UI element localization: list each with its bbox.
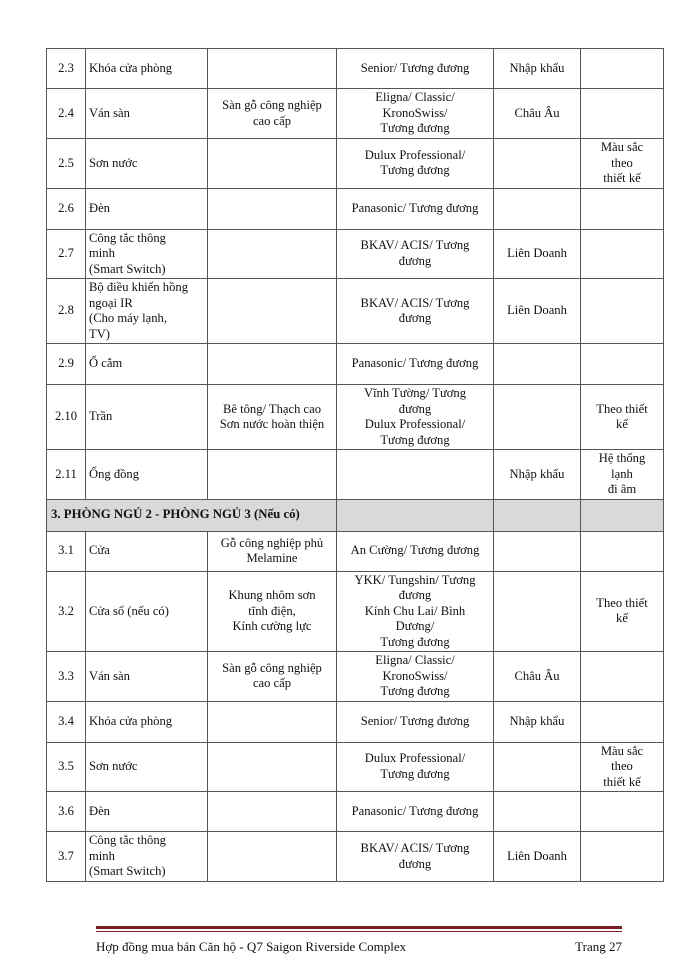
item-material-line: Sàn gỗ công nghiệp — [222, 660, 322, 675]
item-material-line: Bê tông/ Thạch cao — [222, 401, 322, 416]
item-brand-line: KronoSwiss/ — [382, 105, 448, 120]
table-row — [47, 701, 664, 742]
item-name — [86, 279, 208, 344]
footer-divider-thin — [96, 931, 622, 932]
specification-table — [46, 48, 664, 882]
item-number: 2.7 — [47, 229, 86, 279]
item-note-line: Màu sắc — [600, 140, 644, 154]
item-note — [581, 139, 664, 189]
item-brand-line: BKAV/ ACIS/ Tương — [360, 295, 470, 310]
section-empty-cell — [494, 499, 581, 531]
item-origin-line: Nhập khẩu — [509, 713, 565, 728]
item-brand — [337, 188, 494, 229]
item-name-line: (Smart Switch) — [89, 864, 166, 879]
item-name — [86, 792, 208, 832]
item-brand — [337, 531, 494, 571]
item-name-line: minh — [89, 246, 115, 260]
item-brand-line: Panasonic/ Tương đương — [351, 803, 479, 818]
item-material — [208, 742, 337, 792]
item-name-line: Cửa sổ (nếu có) — [89, 603, 169, 618]
item-name — [86, 701, 208, 742]
item-material — [208, 832, 337, 882]
item-origin-line: Nhập khẩu — [509, 466, 565, 481]
table-row — [47, 139, 664, 189]
item-brand — [337, 279, 494, 344]
item-note-line: Theo thiết — [596, 401, 648, 416]
table-row — [47, 385, 664, 450]
item-brand-line: Kính Chu Lai/ Bình — [364, 603, 466, 618]
item-origin-line: Liên Doanh — [507, 246, 567, 260]
item-origin — [494, 652, 581, 702]
item-brand-line: Tương đương — [380, 766, 450, 781]
table-row — [47, 49, 664, 89]
item-name-line: Đèn — [89, 200, 110, 215]
table-row — [47, 832, 664, 882]
item-brand-line: YKK/ Tungshin/ Tương — [354, 572, 476, 587]
item-name — [86, 385, 208, 450]
item-origin — [494, 139, 581, 189]
item-name — [86, 571, 208, 652]
item-number: 3.1 — [47, 531, 86, 571]
item-material — [208, 344, 337, 385]
item-number: 2.4 — [47, 89, 86, 139]
item-note-line: theo — [611, 155, 633, 170]
item-origin — [494, 188, 581, 229]
item-note-line: thiết kế — [603, 171, 641, 185]
item-name-line: Công tắc thông — [89, 230, 166, 245]
section-empty-cell — [581, 499, 664, 531]
item-note — [581, 188, 664, 229]
item-origin-line: Liên Doanh — [507, 848, 567, 863]
item-name — [86, 49, 208, 89]
item-brand — [337, 832, 494, 882]
item-name-line: Khóa cửa phòng — [89, 60, 173, 75]
item-brand-line: Dương/ — [395, 619, 435, 633]
table-row — [47, 531, 664, 571]
item-name-line: minh — [89, 848, 115, 863]
item-brand-line: Eligna/ Classic/ — [375, 653, 455, 667]
item-note — [581, 701, 664, 742]
item-brand — [337, 49, 494, 89]
item-note-line: lạnh — [611, 466, 633, 481]
item-note — [581, 279, 664, 344]
item-name — [86, 229, 208, 279]
item-origin — [494, 701, 581, 742]
section-empty-cell — [337, 499, 494, 531]
item-brand-line: Senior/ Tương đương — [360, 60, 470, 75]
item-brand-line: Tương đương — [380, 163, 450, 178]
item-name-line: Ván sàn — [89, 105, 130, 120]
item-brand-line: Panasonic/ Tương đương — [351, 356, 479, 371]
item-name — [86, 531, 208, 571]
item-brand — [337, 742, 494, 792]
section-header-row — [47, 499, 664, 531]
item-name-line: Sơn nước — [89, 759, 138, 773]
item-brand — [337, 139, 494, 189]
item-note — [581, 49, 664, 89]
item-brand-line: đương — [398, 856, 432, 871]
item-name-line: Sơn nước — [89, 155, 138, 170]
item-material-line: Sàn gỗ công nghiệp — [222, 98, 322, 112]
item-name — [86, 832, 208, 882]
item-origin — [494, 742, 581, 792]
specification-table-body — [47, 49, 664, 882]
item-note — [581, 385, 664, 450]
item-name — [86, 450, 208, 500]
table-row — [47, 652, 664, 702]
item-name-line: Ổ cắm — [89, 356, 123, 371]
item-brand-line: Dulux Professional/ — [364, 147, 466, 162]
item-number: 3.6 — [47, 792, 86, 832]
table-row — [47, 571, 664, 652]
item-origin — [494, 832, 581, 882]
item-note — [581, 792, 664, 832]
item-material — [208, 188, 337, 229]
item-number: 3.5 — [47, 742, 86, 792]
item-note-line: Hệ thống — [598, 451, 646, 465]
item-name — [86, 344, 208, 385]
item-brand-line: Dulux Professional/ — [364, 417, 466, 431]
item-brand — [337, 450, 494, 500]
item-brand — [337, 652, 494, 702]
table-row — [47, 792, 664, 832]
item-number: 2.8 — [47, 279, 86, 344]
item-brand-line: đương — [398, 311, 432, 325]
item-origin — [494, 385, 581, 450]
item-brand-line: Tương đương — [380, 684, 450, 698]
item-brand-line: đương — [398, 588, 432, 602]
item-origin — [494, 229, 581, 279]
item-brand — [337, 89, 494, 139]
item-number: 2.9 — [47, 344, 86, 385]
footer-page-number: Trang 27 — [575, 939, 622, 954]
item-material-line: Gỗ công nghiệp phủ — [220, 535, 324, 550]
item-note — [581, 571, 664, 652]
item-number: 3.7 — [47, 832, 86, 882]
item-number: 2.6 — [47, 188, 86, 229]
item-material-line: cao cấp — [252, 113, 292, 128]
item-name-line: Công tắc thông — [89, 833, 166, 848]
item-brand-line: đương — [398, 253, 432, 268]
item-number: 2.3 — [47, 49, 86, 89]
item-brand-line: Dulux Professional/ — [364, 751, 466, 766]
item-note-line: theo — [611, 759, 633, 773]
item-note — [581, 89, 664, 139]
section-title: 3. PHÒNG NGỦ 2 - PHÒNG NGỦ 3 (Nếu có) — [47, 499, 337, 531]
item-origin — [494, 571, 581, 652]
item-number: 3.2 — [47, 571, 86, 652]
item-name — [86, 188, 208, 229]
item-note-line: Theo thiết — [596, 595, 648, 610]
item-name-line: Ván sàn — [89, 668, 130, 683]
item-number: 3.4 — [47, 701, 86, 742]
item-origin — [494, 279, 581, 344]
item-note-line: kế — [616, 417, 628, 431]
item-brand-line: KronoSwiss/ — [382, 668, 448, 683]
item-origin — [494, 450, 581, 500]
item-brand-line: BKAV/ ACIS/ Tương — [360, 841, 470, 855]
item-origin-line: Nhập khẩu — [509, 60, 565, 75]
table-row — [47, 344, 664, 385]
item-material — [208, 792, 337, 832]
item-name — [86, 742, 208, 792]
item-name-line: Đèn — [89, 803, 110, 818]
item-material — [208, 279, 337, 344]
item-name — [86, 89, 208, 139]
item-material — [208, 701, 337, 742]
item-name — [86, 139, 208, 189]
item-brand — [337, 701, 494, 742]
item-name-line: (Smart Switch) — [89, 261, 166, 276]
table-row — [47, 742, 664, 792]
item-brand — [337, 571, 494, 652]
item-material — [208, 652, 337, 702]
item-material-line: cao cấp — [252, 676, 292, 691]
table-row — [47, 279, 664, 344]
footer-divider-thick — [96, 926, 622, 929]
item-material — [208, 571, 337, 652]
item-note — [581, 832, 664, 882]
item-name-line: Trần — [89, 409, 113, 424]
item-brand-line: An Cường/ Tương đương — [350, 543, 480, 558]
item-material-line: Kính cường lực — [232, 619, 312, 633]
item-note — [581, 652, 664, 702]
item-number: 2.10 — [47, 385, 86, 450]
item-name-line: Khóa cửa phòng — [89, 713, 173, 728]
item-brand — [337, 229, 494, 279]
item-origin — [494, 89, 581, 139]
item-note-line: Màu sắc — [600, 743, 644, 758]
item-origin — [494, 49, 581, 89]
item-material — [208, 229, 337, 279]
item-material-line: Khung nhôm sơn — [228, 588, 316, 602]
item-name-line: Ống đồng — [89, 466, 140, 481]
item-brand-line: Panasonic/ Tương đương — [351, 200, 479, 215]
item-number: 2.11 — [47, 450, 86, 500]
item-note — [581, 742, 664, 792]
item-number: 3.3 — [47, 652, 86, 702]
item-name — [86, 652, 208, 702]
table-row — [47, 89, 664, 139]
item-name-line: ngoại IR — [89, 295, 133, 310]
item-note — [581, 531, 664, 571]
item-brand-line: Tương đương — [380, 121, 450, 136]
item-brand — [337, 385, 494, 450]
item-note — [581, 229, 664, 279]
item-brand-line: đương — [398, 401, 432, 416]
table-row — [47, 450, 664, 500]
item-brand-line: Senior/ Tương đương — [360, 713, 470, 728]
item-origin — [494, 792, 581, 832]
item-material — [208, 450, 337, 500]
item-material — [208, 385, 337, 450]
item-brand-line: Eligna/ Classic/ — [375, 90, 455, 105]
item-material — [208, 49, 337, 89]
item-note — [581, 344, 664, 385]
item-brand-line: BKAV/ ACIS/ Tương — [360, 238, 470, 253]
item-brand — [337, 344, 494, 385]
item-brand — [337, 792, 494, 832]
item-name-line: TV) — [89, 326, 110, 341]
item-origin — [494, 344, 581, 385]
item-origin-line: Châu Âu — [514, 105, 560, 120]
item-brand-line: Vĩnh Tường/ Tương — [363, 386, 467, 400]
item-material-line: Sơn nước hoàn thiện — [219, 417, 325, 431]
item-material — [208, 531, 337, 571]
table-row — [47, 188, 664, 229]
item-note — [581, 450, 664, 500]
item-note-line: thiết kế — [603, 774, 641, 789]
item-origin — [494, 531, 581, 571]
item-material — [208, 89, 337, 139]
item-number: 2.5 — [47, 139, 86, 189]
table-row — [47, 229, 664, 279]
item-name-line: Cửa — [89, 543, 110, 558]
item-material-line: tĩnh điện, — [248, 603, 296, 618]
item-note-line: kế — [616, 611, 628, 626]
item-name-line: (Cho máy lạnh, — [89, 311, 167, 325]
item-brand-line: Tương đương — [380, 634, 450, 649]
item-brand-line: Tương đương — [380, 432, 450, 447]
item-note-line: đi âm — [607, 482, 637, 496]
item-origin-line: Châu Âu — [514, 668, 560, 683]
item-material — [208, 139, 337, 189]
item-name-line: Bộ điều khiển hồng — [89, 280, 188, 294]
item-material-line: Melamine — [246, 551, 298, 565]
footer-document-title: Hợp đồng mua bán Căn hộ - Q7 Saigon Riverside Complex — [96, 939, 407, 954]
item-origin-line: Liên Doanh — [507, 303, 567, 318]
